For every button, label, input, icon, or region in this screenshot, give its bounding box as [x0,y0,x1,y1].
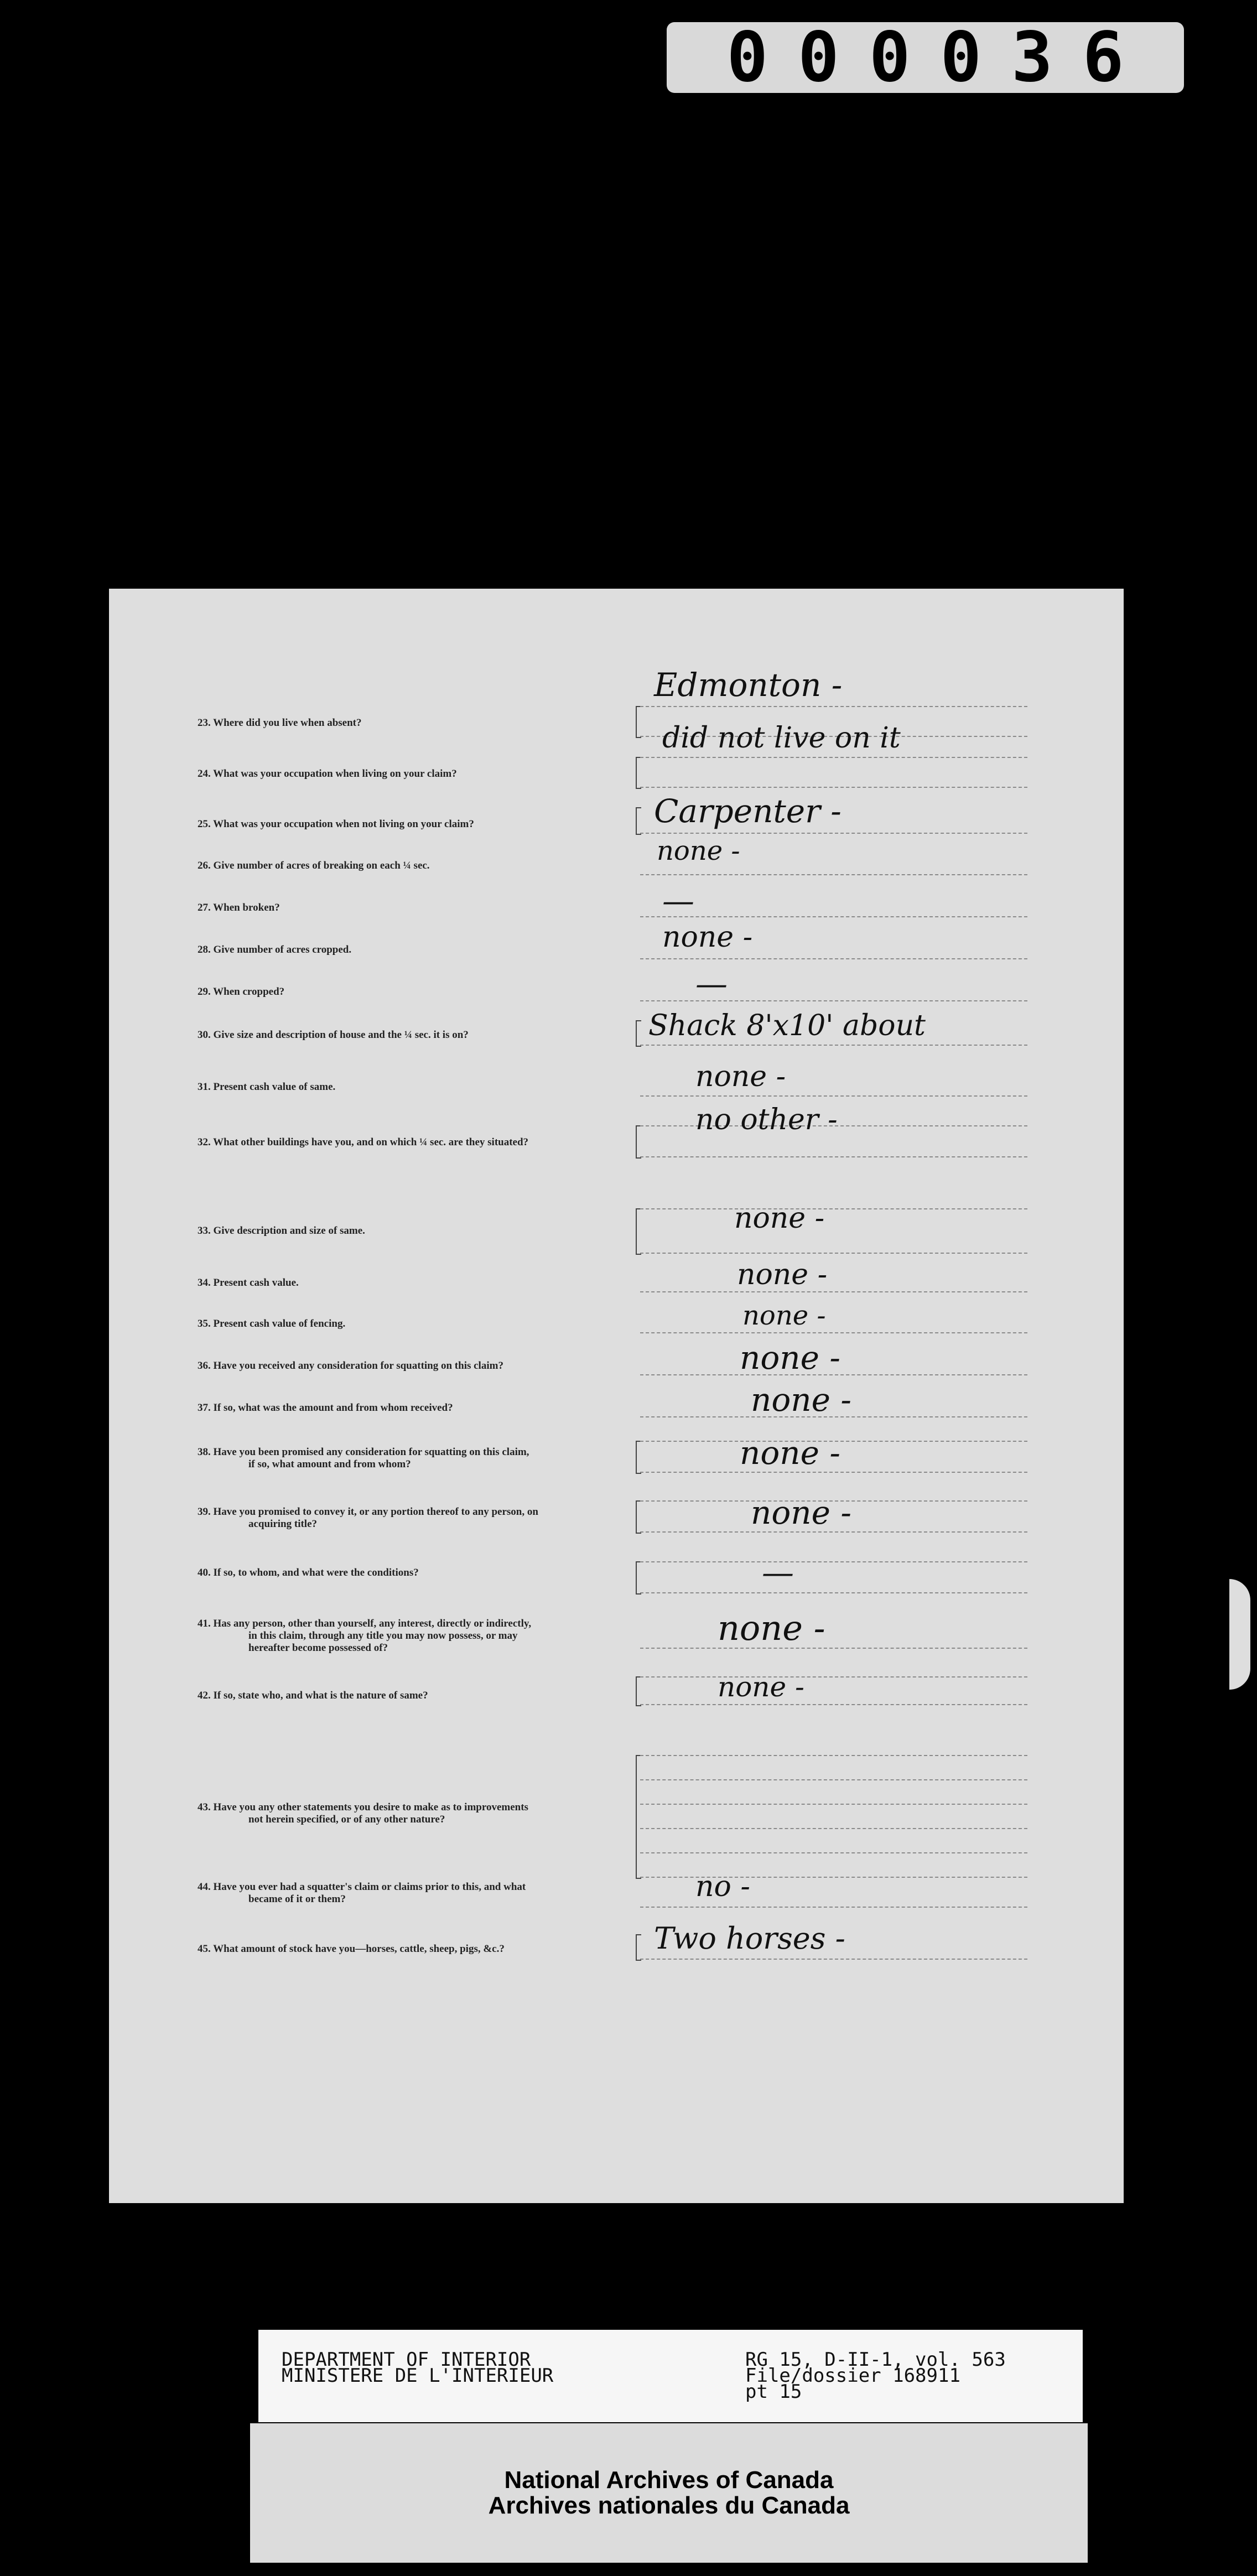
brace [636,1561,641,1595]
brace [636,1934,641,1961]
answer-line [640,1828,1027,1829]
question-32: 32. What other buildings have you, and on which ¼ sec. are they situated? [198,1136,529,1148]
brace [636,1208,641,1255]
answer-27: — [662,882,694,920]
answer-37: none - [751,1381,851,1419]
question-43: 43. Have you any other statements you desire to make as to improvements not herein specified, or of any other nature? [198,1801,528,1825]
question-23: 23. Where did you live when absent? [198,717,362,729]
brace [636,1676,641,1706]
answer-line [640,874,1027,875]
answer-34: none - [737,1258,828,1291]
question-41: 41. Has any person, other than yourself, any interest, directly or indirectly, in this claim, through any title you may now possess, or may hereafter become possessed of? [198,1618,532,1654]
file-number: File/dossier 168911 [745,2365,960,2387]
brace [636,1441,641,1474]
question-31: 31. Present cash value of same. [198,1081,336,1093]
answer-line [640,706,1027,707]
question-24: 24. What was your occupation when living on your claim? [198,768,457,780]
archive-reference-label [258,2330,1083,2422]
answer-42: none - [718,1671,804,1703]
answer-line [640,1804,1027,1805]
answer-line [640,1592,1027,1593]
answer-line [640,958,1027,959]
answer-23: Edmonton - [654,666,843,704]
question-25: 25. What was your occupation when not living on your claim? [198,818,474,830]
answer-line [640,1755,1027,1756]
answer-line [640,1472,1027,1473]
answer-line [640,1531,1027,1533]
answer-line [640,1648,1027,1649]
archives-name-en: National Archives of Canada [504,2466,834,2494]
answer-line [640,1253,1027,1254]
brace [636,1755,641,1879]
question-36: 36. Have you received any consideration for squatting on this claim? [198,1360,503,1372]
department-fr: MINISTERE DE L'INTERIEUR [282,2365,554,2387]
answer-line [640,1852,1027,1853]
answer-45: Two horses - [654,1921,845,1956]
answer-line [640,916,1027,917]
answer-26: none - [657,835,740,866]
answer-line [640,1907,1027,1908]
brace [636,1500,641,1534]
answer-32: no other - [695,1103,838,1136]
answer-line [640,1208,1027,1209]
national-archives-label [250,2423,1088,2563]
department-en: DEPARTMENT OF INTERIOR [282,2349,531,2371]
answer-line [640,1561,1027,1562]
question-39: 39. Have you promised to convey it, or any portion thereof to any person, on acquiring title? [198,1506,538,1530]
question-44: 44. Have you ever had a squatter's claim or claims prior to this, and what became of it or them? [198,1881,526,1905]
record-group-reference: RG 15, D-II-1, vol. 563 [745,2349,1006,2371]
answer-33: none - [734,1202,825,1235]
answer-31: none - [695,1060,786,1093]
answer-28: none - [662,921,753,954]
answer-25: Carpenter - [654,792,842,830]
answer-line [640,757,1027,758]
question-37: 37. If so, what was the amount and from whom received? [198,1402,453,1414]
question-40: 40. If so, to whom, and what were the conditions? [198,1567,419,1578]
answer-line [640,1291,1027,1292]
question-42: 42. If so, state who, and what is the nature of same? [198,1690,428,1701]
answer-41: none - [718,1608,825,1648]
part-number: pt 15 [745,2381,802,2403]
answer-35: none - [742,1300,826,1331]
answer-line [640,1156,1027,1157]
question-30: 30. Give size and description of house and the ¼ sec. it is on? [198,1029,469,1041]
question-45: 45. What amount of stock have you—horses, cattle, sheep, pigs, &c.? [198,1943,505,1955]
question-33: 33. Give description and size of same. [198,1225,365,1237]
answer-38: none - [740,1434,840,1472]
answer-line [640,833,1027,834]
question-27: 27. When broken? [198,902,280,913]
microfilm-frame-number [667,18,1184,97]
brace [636,1020,641,1047]
question-34: 34. Present cash value. [198,1277,299,1289]
brace [636,807,641,835]
brace [636,706,641,738]
question-38: 38. Have you been promised any consideration for squatting on this claim, if so, what amount and from whom? [198,1446,529,1470]
answer-36: none - [740,1339,840,1377]
brace [636,757,641,789]
answer-line [640,1676,1027,1677]
answer-line [640,1045,1027,1046]
answer-line [640,1332,1027,1333]
answer-line [640,1959,1027,1960]
answer-30: Shack 8'x10' about [648,1009,926,1042]
department-name [282,2349,554,2387]
frame-number-text: 000036 [726,18,1154,97]
question-26: 26. Give number of acres of breaking on each ¼ sec. [198,860,430,871]
answer-44: no - [695,1870,750,1903]
question-29: 29. When cropped? [198,986,285,998]
answer-39: none - [751,1494,851,1531]
archives-name-fr: Archives nationales du Canada [488,2492,850,2519]
page-tab-edge [1229,1579,1250,1690]
brace [636,1125,641,1159]
answer-line [640,1704,1027,1705]
answer-line [640,787,1027,788]
answer-40: — [762,1554,794,1591]
question-35: 35. Present cash value of fencing. [198,1318,346,1329]
answer-line [640,1095,1027,1097]
answer-24: did not live on it [662,721,901,755]
answer-29: — [695,965,728,1003]
question-28: 28. Give number of acres cropped. [198,944,352,955]
file-reference [745,2349,1006,2403]
form-sheet [109,589,1124,2203]
answer-line [640,1779,1027,1780]
